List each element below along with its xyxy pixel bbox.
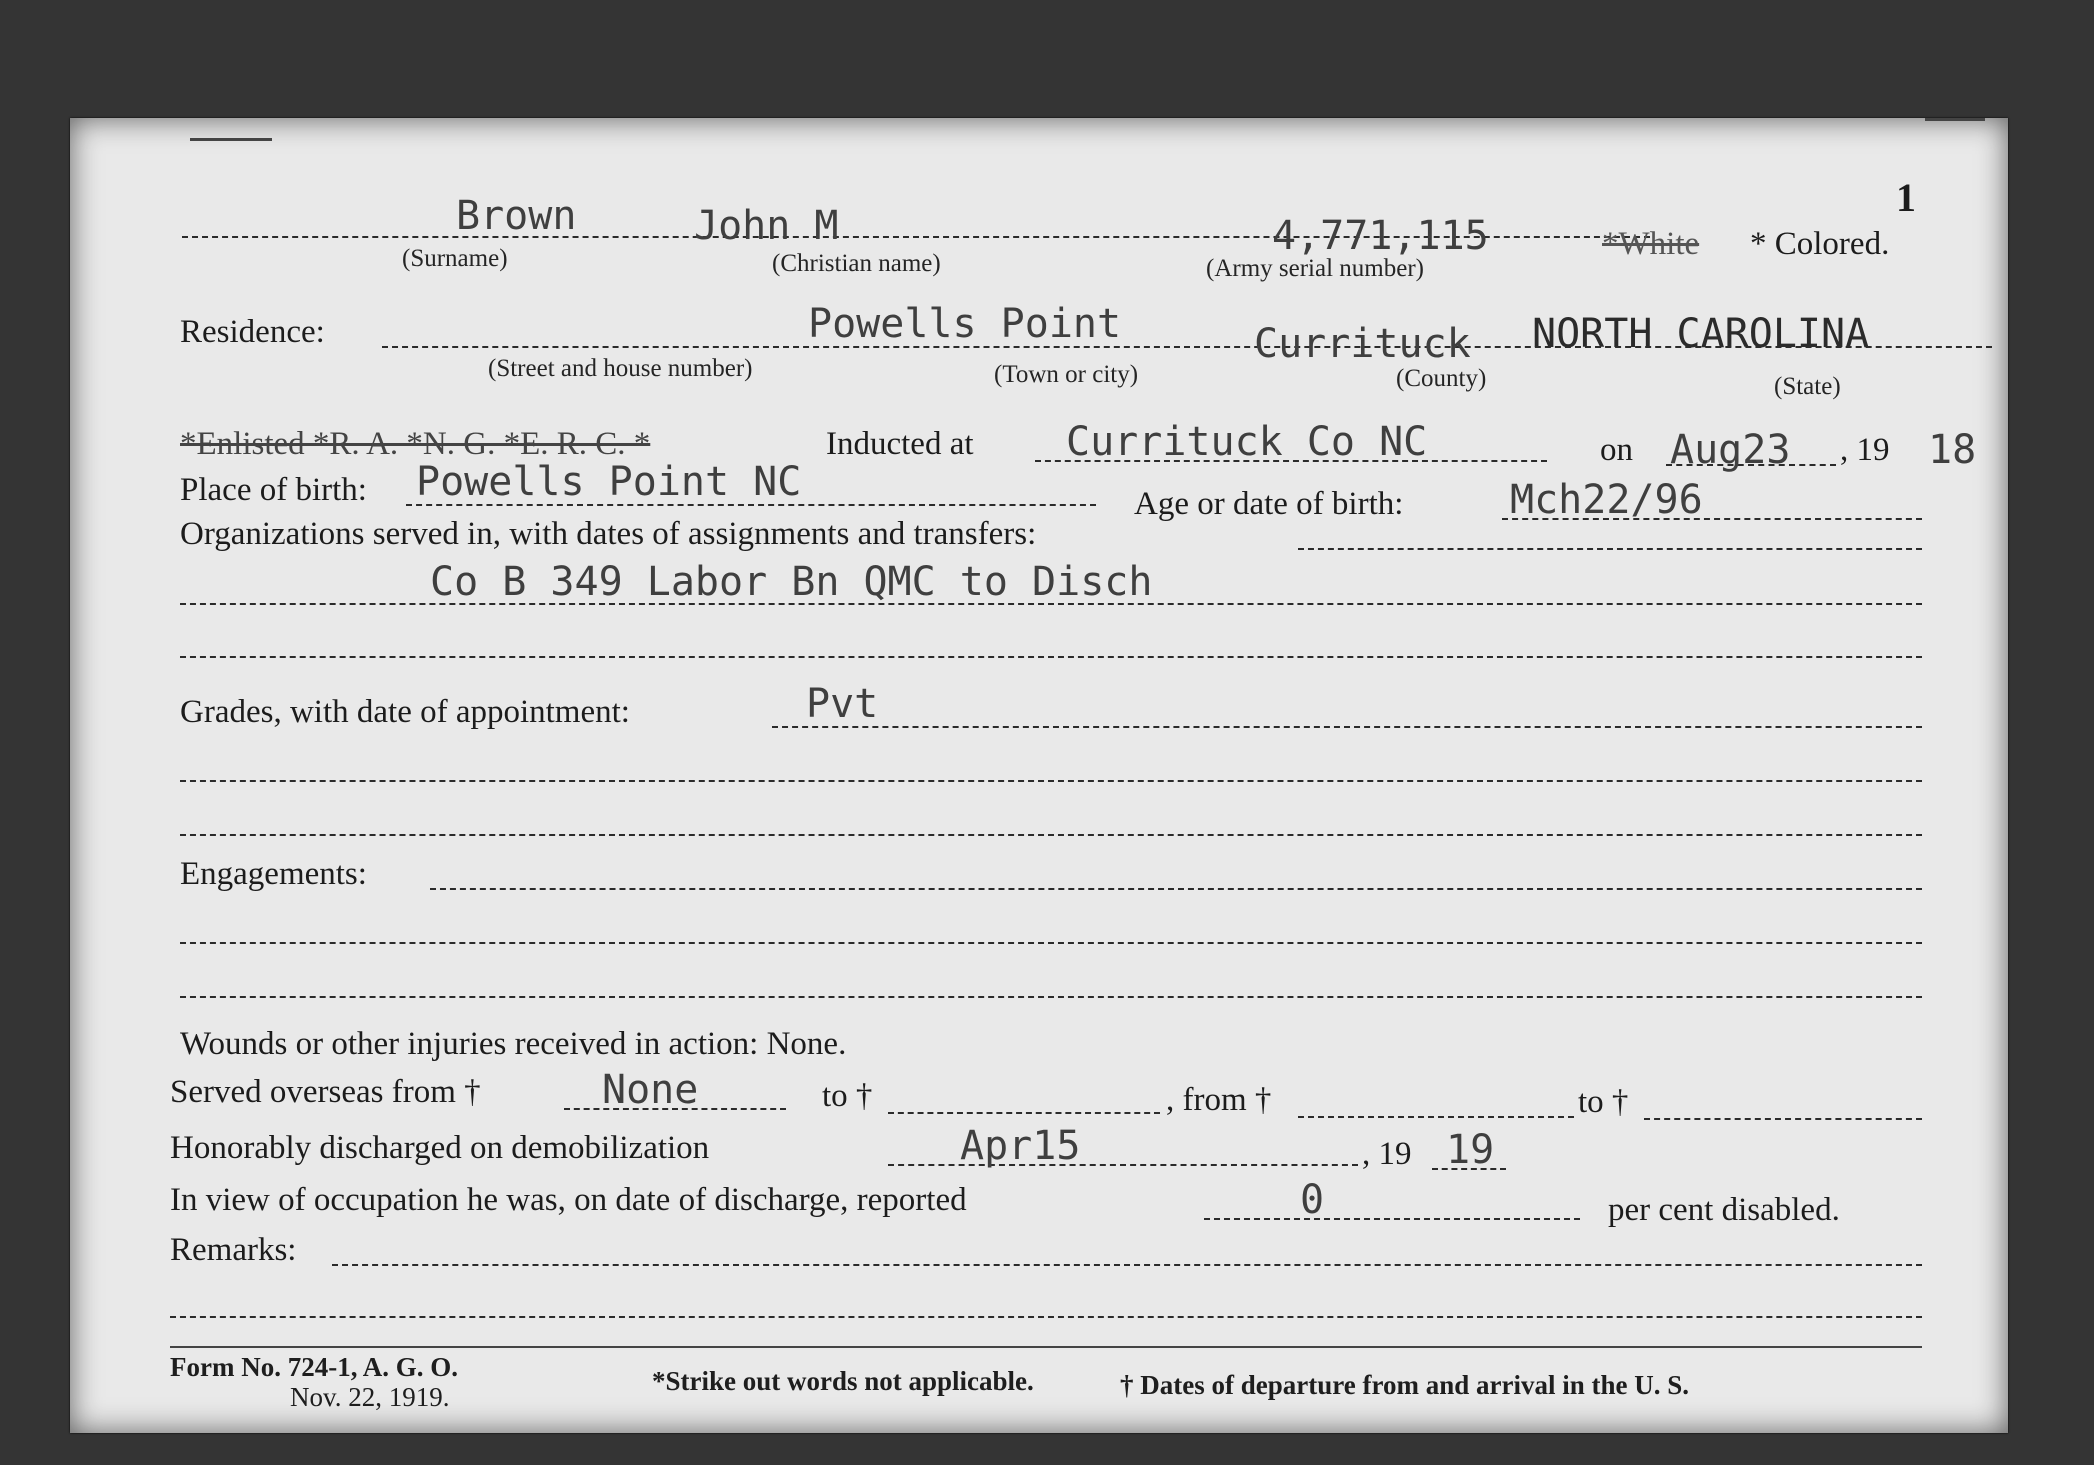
- grades-line-3: [180, 834, 1922, 836]
- label-surname: (Surname): [402, 245, 508, 272]
- overseas-from2-label: , from †: [1166, 1082, 1272, 1118]
- label-christian-name: (Christian name): [772, 250, 941, 277]
- remarks-line-2: [170, 1316, 1922, 1318]
- grades-label: Grades, with date of appointment:: [180, 694, 630, 730]
- grades-value: Pvt: [806, 681, 879, 727]
- top-rule: [190, 138, 272, 141]
- form-number: Form No. 724-1, A. G. O.: [170, 1352, 458, 1382]
- disability-line: [1204, 1218, 1580, 1220]
- overseas-to2-label: to †: [1578, 1084, 1629, 1120]
- organizations-label: Organizations served in, with dates of assignments and transfers:: [180, 516, 1037, 552]
- label-street: (Street and house number): [488, 355, 753, 382]
- discharge-date-line: [888, 1164, 1358, 1166]
- inducted-year-prefix: , 19: [1840, 432, 1890, 468]
- overseas-from2-line: [1298, 1116, 1574, 1118]
- engagements-label: Engagements:: [180, 856, 367, 892]
- town-value: Powells Point: [808, 301, 1122, 347]
- wounds-label: Wounds or other injuries received in action: None.: [180, 1026, 847, 1062]
- state-value: NORTH CAROLINA: [1532, 311, 1870, 357]
- overseas-to-label: to †: [822, 1078, 873, 1114]
- serial-number-value: 4,771,115: [1272, 213, 1489, 259]
- discharge-date-value: Apr15: [960, 1123, 1081, 1169]
- birth-date-label: Age or date of birth:: [1134, 486, 1404, 522]
- birth-place-label: Place of birth:: [180, 472, 367, 508]
- inducted-year-value: 18: [1928, 427, 1977, 473]
- engagements-line-2: [180, 942, 1922, 944]
- grades-line-2: [180, 780, 1922, 782]
- discharge-label: Honorably discharged on demobilization: [170, 1130, 710, 1166]
- label-state: (State): [1774, 373, 1841, 400]
- struck-enlistment-options: *Enlisted *R. A. *N. G. *E. R. C. *: [180, 426, 651, 462]
- footnote-dates: † Dates of departure from and arrival in the U. S.: [1120, 1370, 1689, 1400]
- discharge-year-prefix: , 19: [1362, 1136, 1412, 1172]
- overseas-from-value: None: [602, 1067, 699, 1113]
- footer-rule: [170, 1346, 1922, 1348]
- organizations-line-1: [1298, 548, 1922, 550]
- county-value: Currituck: [1254, 321, 1471, 367]
- option-white: *White: [1602, 226, 1700, 262]
- label-town: (Town or city): [994, 361, 1139, 388]
- label-county: (County): [1396, 365, 1487, 392]
- label-serial-number: (Army serial number): [1206, 255, 1424, 282]
- remarks-label: Remarks:: [170, 1232, 297, 1268]
- engagements-line-1: [430, 888, 1922, 890]
- service-record-card: [70, 118, 2008, 1433]
- inducted-label: Inducted at: [826, 426, 974, 462]
- overseas-to-line: [888, 1112, 1160, 1114]
- christian-name-value: John M: [694, 203, 839, 249]
- disability-label: In view of occupation he was, on date of discharge, reported: [170, 1182, 967, 1218]
- inducted-date-value: Aug23: [1670, 427, 1791, 473]
- overseas-to2-line: [1644, 1118, 1922, 1120]
- on-label: on: [1600, 432, 1633, 468]
- option-colored: * Colored.: [1750, 226, 1890, 262]
- discharge-year-value: 19: [1446, 1127, 1495, 1173]
- organizations-line-3: [180, 656, 1922, 658]
- disability-suffix: per cent disabled.: [1608, 1192, 1840, 1228]
- remarks-line-1: [332, 1264, 1922, 1266]
- surname-value: Brown: [456, 193, 577, 239]
- page-number: 1: [1896, 175, 1916, 220]
- overseas-label: Served overseas from †: [170, 1074, 481, 1110]
- inducted-place-value: Currituck Co NC: [1066, 419, 1428, 465]
- engagements-line-3: [180, 996, 1922, 998]
- footnote-strike: *Strike out words not applicable.: [652, 1366, 1034, 1396]
- grades-line-1: [772, 726, 1922, 728]
- disability-value: 0: [1300, 1177, 1325, 1223]
- birth-date-value: Mch22/96: [1510, 477, 1703, 523]
- residence-label: Residence:: [180, 314, 325, 350]
- birth-place-value: Powells Point NC: [416, 459, 802, 505]
- top-rule-right: [1925, 118, 1985, 121]
- form-date: Nov. 22, 1919.: [290, 1382, 450, 1412]
- organizations-value: Co B 349 Labor Bn QMC to Disch: [430, 559, 1153, 605]
